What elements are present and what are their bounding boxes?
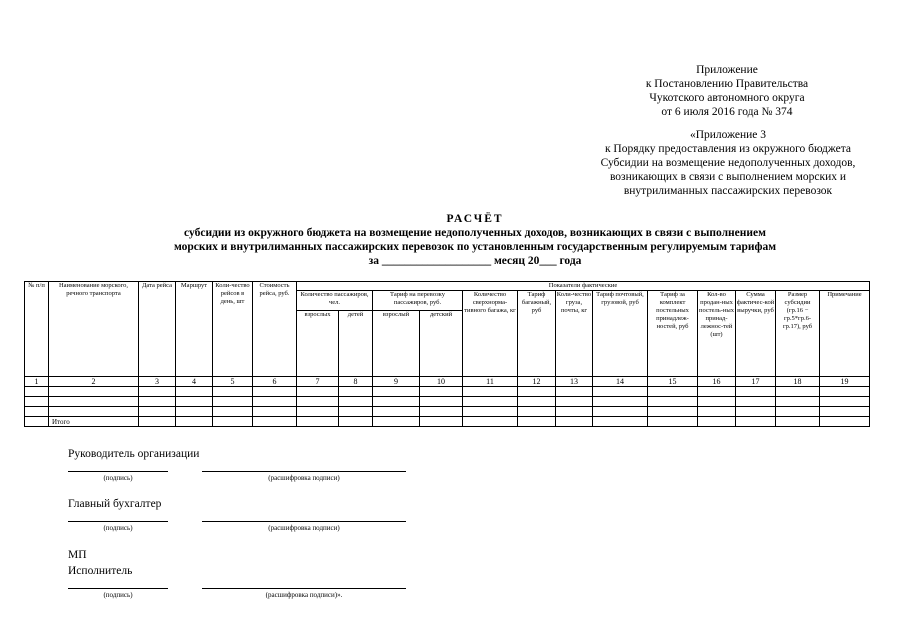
table-row xyxy=(25,387,870,397)
col-header-trips: Коли-чество рейсов в день, шт xyxy=(213,282,253,377)
column-number: 17 xyxy=(736,377,776,387)
column-number: 16 xyxy=(698,377,736,387)
sub-header-child: детей xyxy=(339,311,373,377)
column-number: 12 xyxy=(518,377,556,387)
col-header-cargo: Коли-чество груза, почты, кг xyxy=(556,291,593,377)
header-line: Чукотского автономного округа xyxy=(649,92,805,104)
header-bottom xyxy=(578,128,878,198)
table-row xyxy=(25,397,870,407)
col-header-bed-count: Кол-во продан-ных постель-ных принад-лежнос-тей (шт) xyxy=(698,291,736,377)
col-header-revenue: Сумма фактичес-кой выручки, руб xyxy=(736,291,776,377)
column-number: 18 xyxy=(776,377,820,387)
decode-caption: (расшифровка подписи)». xyxy=(265,591,343,599)
sign-caption: (подпись) xyxy=(103,591,133,599)
head-label: Руководитель организации xyxy=(68,448,200,460)
header-line: «Приложение 3 xyxy=(689,129,767,141)
column-number: 9 xyxy=(373,377,420,387)
column-number: 3 xyxy=(139,377,176,387)
title-line: за ___________________ месяц 20___ года xyxy=(368,255,582,267)
head-signature-line xyxy=(68,471,168,472)
col-header-baggage: Тариф багажный, руб xyxy=(518,291,556,377)
group-header: Показатели фактические xyxy=(297,282,870,291)
title-line: морских и внутрилиманных пассажирских перевозок по установленным государственным регулируемым тарифам xyxy=(173,241,777,253)
col-header-cost: Стоимость рейса, руб. xyxy=(253,282,297,377)
accountant-label: Главный бухгалтер xyxy=(68,498,162,510)
column-number: 6 xyxy=(253,377,297,387)
executor-decode-line xyxy=(202,588,406,589)
executor-label: Исполнитель xyxy=(68,565,133,577)
col-header-no: № п/п xyxy=(25,282,49,377)
col-header-subsidy: Размер субсидии (гр.16 − гр.5*гр.6-гр.17), руб xyxy=(776,291,820,377)
column-number: 1 xyxy=(25,377,49,387)
col-header-bed-tariff: Тариф за комплект постельных принадлеж-ностей, руб xyxy=(648,291,698,377)
column-number: 14 xyxy=(593,377,648,387)
column-number: 4 xyxy=(176,377,213,387)
column-number: 10 xyxy=(420,377,463,387)
column-number: 13 xyxy=(556,377,593,387)
column-number: 2 xyxy=(49,377,139,387)
column-number: 5 xyxy=(213,377,253,387)
header-line: внутрилиманных пассажирских перевозок xyxy=(623,185,833,197)
sign-caption: (подпись) xyxy=(103,524,133,532)
column-number: 11 xyxy=(463,377,518,387)
column-number: 19 xyxy=(820,377,870,387)
header-line: возникающих в связи с выполнением морских и xyxy=(609,171,847,183)
sub-header-adult-tariff: взрослый xyxy=(373,311,420,377)
head-decode-line xyxy=(202,471,406,472)
table-row xyxy=(25,407,870,417)
decode-caption: (расшифровка подписи) xyxy=(268,524,340,532)
header-line: Субсидии на возмещение недополученных доходов, xyxy=(600,157,856,169)
title-line: субсидии из окружного бюджета на возмещение недополученных доходов, возникающих в связи с выполнением xyxy=(184,227,766,239)
total-row xyxy=(25,417,870,427)
accountant-decode-line xyxy=(202,521,406,522)
accountant-signature-line xyxy=(68,521,168,522)
header-top xyxy=(612,63,842,119)
column-number: 7 xyxy=(297,377,339,387)
document-title xyxy=(60,212,890,268)
col-header-excess: Количество сверхнорма-тивного багажа, кг xyxy=(463,291,518,377)
decode-caption: (расшифровка подписи) xyxy=(268,474,340,482)
col-header-name: Наименование морского, речного транспорта xyxy=(49,282,139,377)
title-heading: РАСЧЁТ xyxy=(446,213,504,225)
col-header-route: Маршрут xyxy=(176,282,213,377)
mp-label: МП xyxy=(68,549,87,561)
header-line: Приложение xyxy=(696,64,758,76)
header-line: к Порядку предоставления из окружного бюджета xyxy=(604,143,852,155)
sub-header-child-tariff: детский xyxy=(420,311,463,377)
col-header-cargo-tariff: Тариф почтовый, грузовой, руб xyxy=(593,291,648,377)
sub-header-adult: взрослых xyxy=(297,311,339,377)
col-header-note: Примечание xyxy=(820,291,870,377)
executor-signature-line xyxy=(68,588,168,589)
sign-caption: (подпись) xyxy=(103,474,133,482)
col-header-date: Дата рейса xyxy=(139,282,176,377)
header-line: к Постановлению Правительства xyxy=(645,78,809,90)
col-header-tariff-trans: Тариф на перевозку пассажиров, руб. xyxy=(373,291,463,311)
total-label: Итого xyxy=(49,417,139,427)
calculation-table xyxy=(24,281,870,427)
column-number: 15 xyxy=(648,377,698,387)
col-header-pass-count: Количество пассажиров, чел. xyxy=(297,291,373,311)
header-line: от 6 июля 2016 года № 374 xyxy=(661,106,793,118)
column-number: 8 xyxy=(339,377,373,387)
